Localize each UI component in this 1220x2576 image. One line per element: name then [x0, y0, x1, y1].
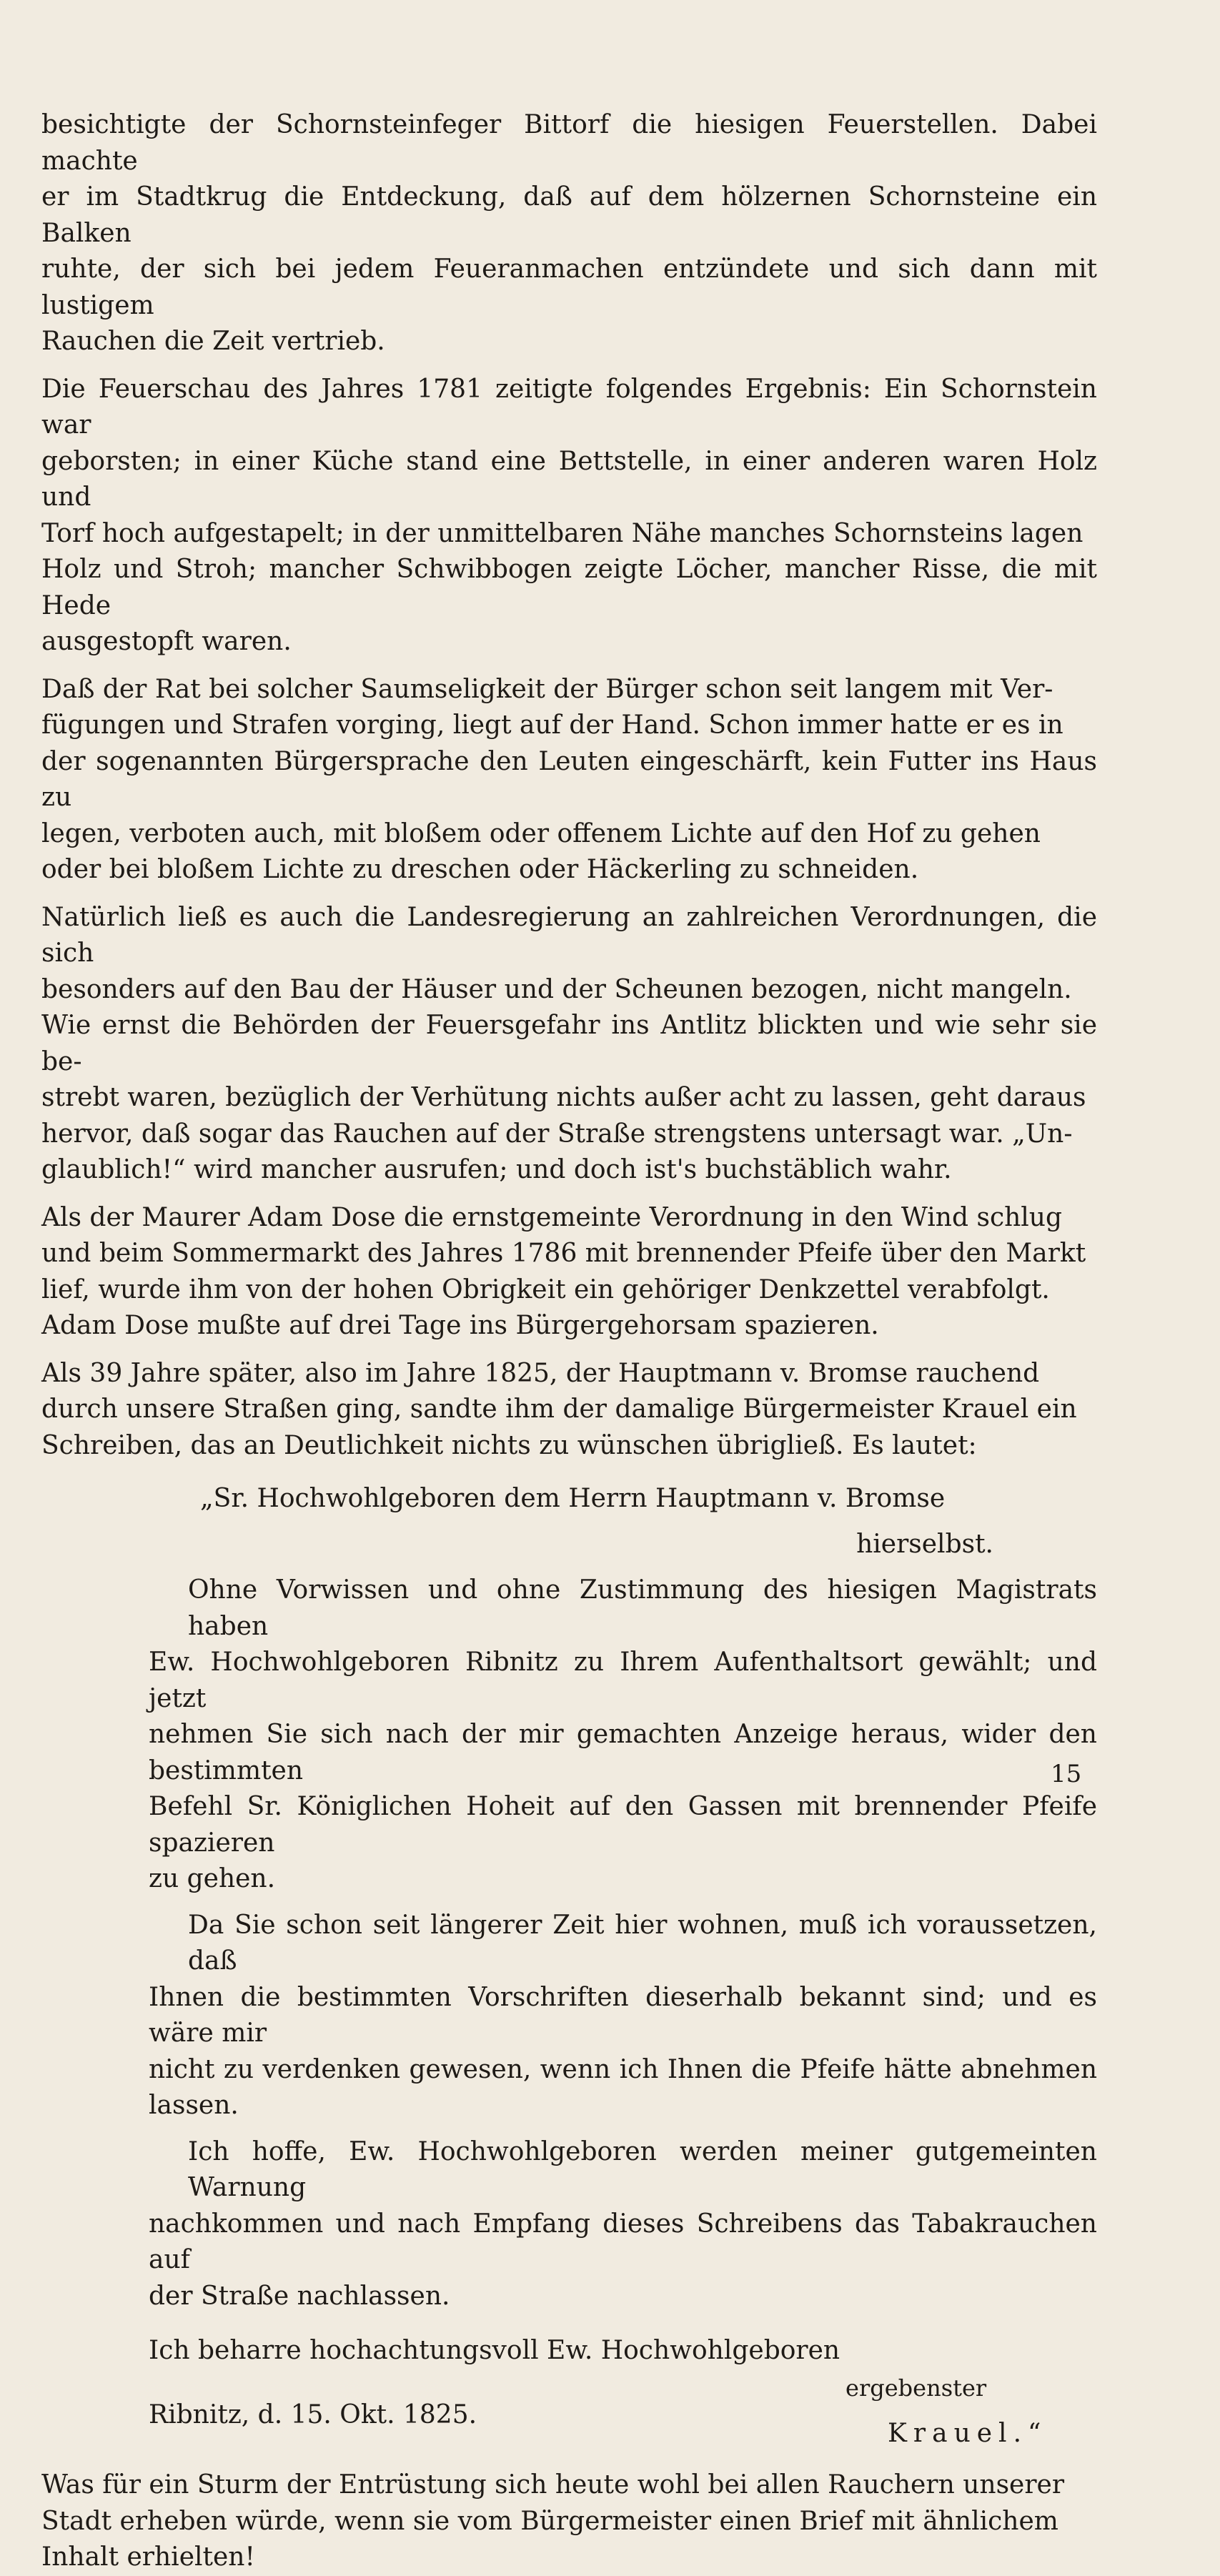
text-line: Stadt erheben würde, wenn sie vom Bürgermeister einen Brief mit ähnlichem [41, 2506, 1058, 2536]
text-line: Torf hoch aufgestapelt; in der unmittelbaren Nähe manches Schornsteins lagen [41, 518, 1083, 548]
text-line: Adam Dose mußte auf drei Tage ins Bürgergehorsam spazieren. [41, 1311, 879, 1340]
text-line: Schreiben, das an Deutlichkeit nichts zu wünschen übrigließ. Es lautet: [41, 1430, 977, 1460]
letter-closing: Ich beharre hochachtungsvoll Ew. Hochwohlgeboren [149, 2336, 840, 2365]
paragraph-3 [41, 672, 1097, 888]
paragraph-4 [41, 900, 1097, 1189]
final-paragraph [41, 2467, 1097, 2576]
letter-place: hierselbst. [856, 1530, 993, 1559]
text-line: geborsten; in einer Küche stand eine Bettstelle, in einer anderen waren Holz und [41, 446, 1097, 512]
text-line: Als der Maurer Adam Dose die ernstgemeinte Verordnung in den Wind schlug [41, 1202, 1063, 1232]
text-line: Ew. Hochwohlgeboren Ribnitz zu Ihrem Aufenthaltsort gewählt; und jetzt [149, 1648, 1097, 1713]
page-number: 15 [1051, 1760, 1082, 1788]
text-line: hervor, daß sogar das Rauchen auf der Straße strengstens untersagt war. „Un- [41, 1119, 1073, 1149]
text-line: legen, verboten auch, mit bloßem oder offenem Lichte auf den Hof zu gehen [41, 818, 1041, 848]
letter-signature-block [41, 2372, 1097, 2452]
text-line: zu gehen. [149, 1864, 276, 1893]
paragraph-2 [41, 372, 1097, 660]
paragraph-1 [41, 107, 1097, 360]
letter-regards: ergebenster [845, 2374, 987, 2402]
letter-paragraph-3 [41, 2134, 1097, 2315]
text-line: Wie ernst die Behörden der Feuersgefahr ins Antlitz blickten und wie sehr sie be- [41, 1011, 1097, 1076]
text-line: Holz und Stroh; mancher Schwibbogen zeigte Löcher, mancher Risse, die mit Hede [41, 555, 1097, 620]
quoted-letter [41, 1481, 1097, 2452]
text-line: glaublich!“ wird mancher ausrufen; und doch ist's buchstäblich wahr. [41, 1155, 952, 1184]
text-line: der Straße nachlassen. [149, 2281, 450, 2311]
text-line: Rauchen die Zeit vertrieb. [41, 327, 385, 356]
text-line: durch unsere Straßen ging, sandte ihm der damalige Bürgermeister Krauel ein [41, 1394, 1077, 1424]
text-line: ausgestopft waren. [41, 627, 292, 656]
text-line: Die Feuerschau des Jahres 1781 zeitigte folgendes Ergebnis: Ein Schornstein war [41, 374, 1097, 440]
text-line: Als 39 Jahre später, also im Jahre 1825, der Hauptmann v. Bromse rauchend [41, 1358, 1040, 1388]
text-line: Ihnen die bestimmten Vorschriften dieserhalb bekannt sind; und es wäre mir [149, 1982, 1097, 2048]
text-line: der sogenannten Bürgersprache den Leuten eingeschärft, kein Futter ins Haus zu [41, 746, 1097, 812]
text-line: er im Stadtkrug die Entdeckung, daß auf dem hölzernen Schornsteine ein Balken [41, 182, 1097, 248]
text-line: Was für ein Sturm der Entrüstung sich heute wohl bei allen Rauchern unserer [41, 2470, 1065, 2500]
text-line: ruhte, der sich bei jedem Feueranmachen entzündete und sich dann mit lustigem [41, 254, 1097, 320]
text-line: und beim Sommermarkt des Jahres 1786 mit brennender Pfeife über den Markt [41, 1239, 1086, 1268]
text-line: strebt waren, bezüglich der Verhütung nichts außer acht zu lassen, geht daraus [41, 1083, 1086, 1112]
text-line: Ich hoffe, Ew. Hochwohlgeboren werden meiner gutgemeinten Warnung [188, 2136, 1097, 2202]
text-line: besonders auf den Bau der Häuser und der Scheunen bezogen, nicht mangeln. [41, 974, 1072, 1004]
text-line: Ohne Vorwissen und ohne Zustimmung des hiesigen Magistrats haben [188, 1575, 1097, 1641]
text-line: Daß der Rat bei solcher Saumseligkeit der Bürger schon seit langem mit Ver- [41, 674, 1053, 704]
letter-paragraph-1 [41, 1572, 1097, 1898]
letter-signature: Krauel.“ [888, 2419, 1048, 2448]
paragraph-5 [41, 1200, 1097, 1344]
letter-salutation: „Sr. Hochwohlgeboren dem Herrn Hauptmann v. Bromse [200, 1484, 946, 1513]
text-line: Natürlich ließ es auch die Landesregierung an zahlreichen Verordnungen, die sich [41, 902, 1097, 968]
text-line: nehmen Sie sich nach der mir gemachten Anzeige heraus, wider den bestimmten [149, 1720, 1097, 1785]
text-line: oder bei bloßem Lichte zu dreschen oder Häckerling zu schneiden. [41, 855, 919, 884]
text-line: lief, wurde ihm von der hohen Obrigkeit ein gehöriger Denkzettel verabfolgt. [41, 1274, 1050, 1304]
text-line: Da Sie schon seit längerer Zeit hier wohnen, muß ich voraussetzen, daß [188, 1910, 1097, 1976]
text-line: Befehl Sr. Königlichen Hoheit auf den Gassen mit brennender Pfeife spazieren [149, 1792, 1097, 1858]
text-line: nicht zu verdenken gewesen, wenn ich Ihnen die Pfeife hätte abnehmen lassen. [149, 2054, 1097, 2120]
text-line: nachkommen und nach Empfang dieses Schreibens das Tabakrauchen auf [149, 2209, 1097, 2274]
paragraph-6 [41, 1356, 1097, 1465]
text-line: fügungen und Strafen vorging, liegt auf der Hand. Schon immer hatte er es in [41, 710, 1063, 740]
letter-paragraph-2 [41, 1908, 1097, 2124]
letter-date: Ribnitz, d. 15. Okt. 1825. [149, 2400, 477, 2429]
text-line: besichtigte der Schornsteinfeger Bittorf die hiesigen Feuerstellen. Dabei machte [41, 110, 1097, 176]
text-line: Inhalt erhielten! [41, 2542, 255, 2572]
